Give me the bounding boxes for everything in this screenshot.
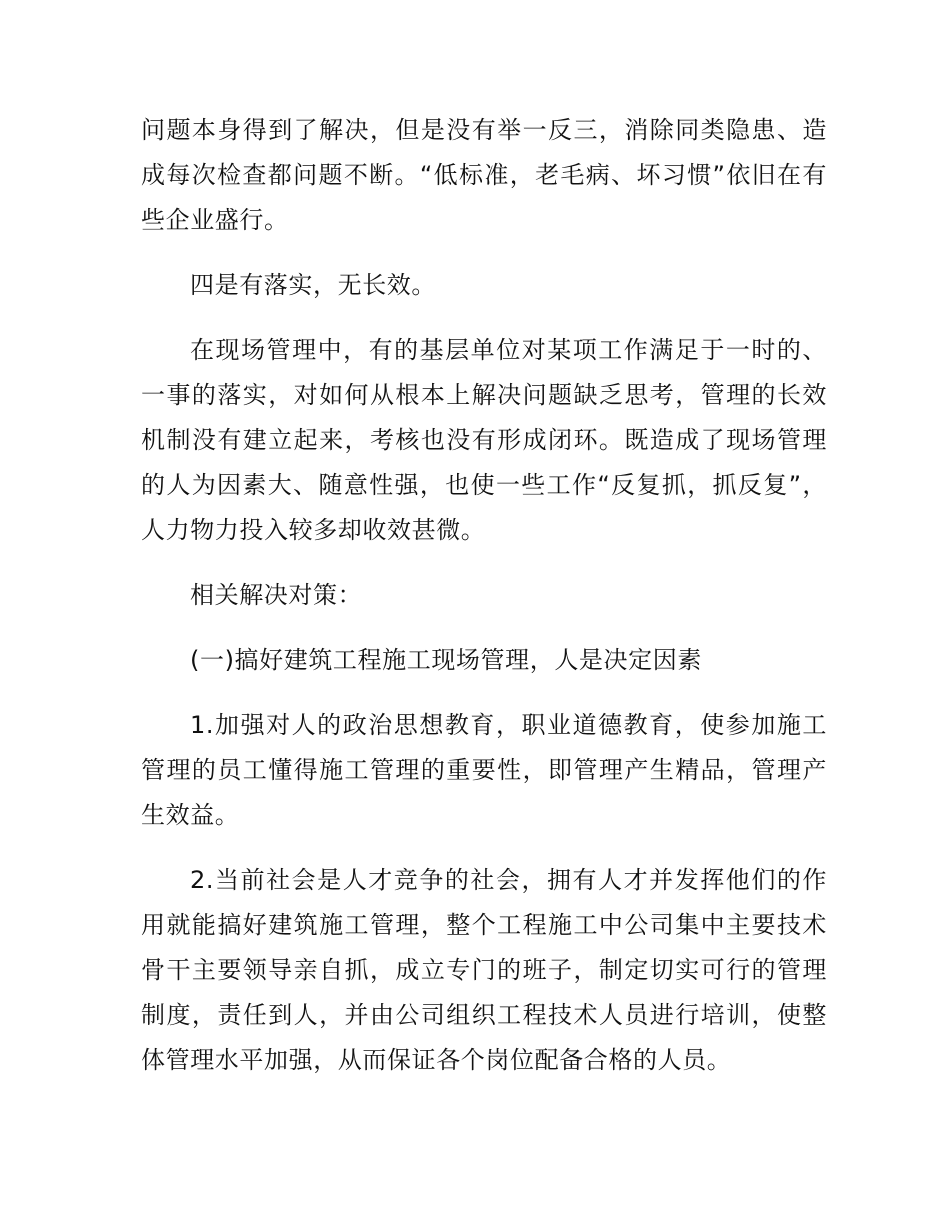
paragraph-item-two: 2.当前社会是人才竞争的社会，拥有人才并发挥他们的作用就能搞好建筑施工管理，整个工程施工中公司集中主要技术骨干主要领导亲自抓，成立专门的班子，制定切实可行的管理制度，责任到人，并由公司组织工程技术人员进行培训，使整体管理水平加强，从而保证各个岗位配备合格的人员。: [141, 866, 827, 1074]
paragraph-site-management: 在现场管理中，有的基层单位对某项工作满足于一时的、一事的落实，对如何从根本上解决问题缺乏思考，管理的长效机制没有建立起来，考核也没有形成闭环。既造成了现场管理的人为因素大、随意性强，也使一些工作“反复抓，抓反复”，人力物力投入较多却收效甚微。: [141, 336, 827, 544]
paragraph-point-four-heading: 四是有落实，无长效。: [190, 271, 436, 299]
paragraph-continuation: 问题本身得到了解决，但是没有举一反三，消除同类隐患、造成每次检查都问题不断。“低标准，老毛病、坏习惯”依旧在有些企业盛行。: [141, 116, 827, 234]
document-body: [141, 108, 827, 1103]
paragraph-section-one-heading: (一)搞好建筑工程施工现场管理，人是决定因素: [190, 646, 702, 674]
paragraph-item-one: 1.加强对人的政治思想教育，职业道德教育，使参加施工管理的员工懂得施工管理的重要性，即管理产生精品，管理产生效益。: [141, 711, 827, 829]
paragraph-solutions-heading: 相关解决对策：: [190, 581, 363, 609]
